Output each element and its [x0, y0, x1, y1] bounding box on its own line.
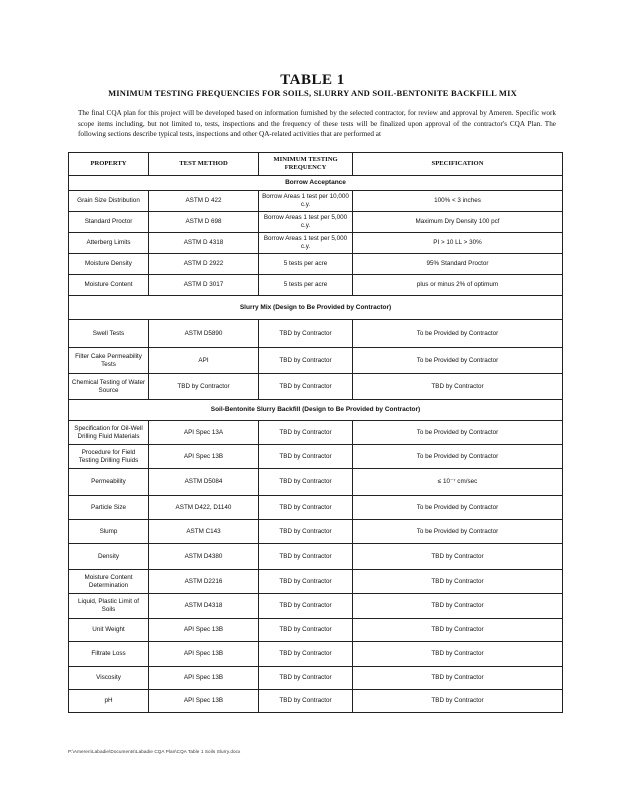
cell-method: ASTM D 4318: [149, 233, 259, 254]
cell-spec: To be Provided by Contractor: [353, 320, 563, 348]
table-row: [69, 520, 563, 544]
cell-frequency: TBD by Contractor: [259, 690, 353, 713]
table-row: [69, 348, 563, 374]
section-title: Borrow Acceptance: [69, 176, 563, 191]
cell-method: TBD by Contractor: [149, 374, 259, 400]
column-header: PROPERTY: [69, 153, 149, 176]
cell-method: ASTM D5890: [149, 320, 259, 348]
cell-property: Moisture Density: [69, 254, 149, 275]
cell-property: Specification for Oil-Well Drilling Fluid Materials: [69, 421, 149, 445]
cell-frequency: TBD by Contractor: [259, 619, 353, 642]
cell-frequency: TBD by Contractor: [259, 642, 353, 667]
cell-method: API: [149, 348, 259, 374]
cell-spec: To be Provided by Contractor: [353, 445, 563, 469]
table-row: [69, 421, 563, 445]
cell-method: ASTM D422, D1140: [149, 496, 259, 520]
cell-spec: 100% < 3 inches: [353, 191, 563, 212]
cell-method: ASTM D 422: [149, 191, 259, 212]
cell-property: Procedure for Field Testing Drilling Fluids: [69, 445, 149, 469]
section-row: [69, 400, 563, 421]
cell-frequency: 5 tests per acre: [259, 275, 353, 296]
table-row: [69, 254, 563, 275]
cell-spec: To be Provided by Contractor: [353, 496, 563, 520]
cell-method: ASTM D 3017: [149, 275, 259, 296]
cell-property: Grain Size Distribution: [69, 191, 149, 212]
table-row: [69, 619, 563, 642]
cell-property: Moisture Content: [69, 275, 149, 296]
cell-method: ASTM D 698: [149, 212, 259, 233]
cell-spec: 95% Standard Proctor: [353, 254, 563, 275]
cell-frequency: TBD by Contractor: [259, 594, 353, 619]
cell-frequency: TBD by Contractor: [259, 320, 353, 348]
cell-spec: ≤ 10⁻⁷ cm/sec: [353, 469, 563, 496]
cell-frequency: TBD by Contractor: [259, 348, 353, 374]
cell-spec: Maximum Dry Density 100 pcf: [353, 212, 563, 233]
cell-method: ASTM D 2922: [149, 254, 259, 275]
cell-property: Permeability: [69, 469, 149, 496]
cell-method: ASTM D4380: [149, 544, 259, 570]
cell-spec: TBD by Contractor: [353, 667, 563, 690]
cell-spec: plus or minus 2% of optimum: [353, 275, 563, 296]
footer-file-path: P:\Ameren\Labadie\Documents\Labadie CQA Plan\CQA Table 1 Soils Slurry.docx: [68, 749, 241, 754]
cell-frequency: TBD by Contractor: [259, 421, 353, 445]
table-row: [69, 233, 563, 254]
cell-property: Filtrate Loss: [69, 642, 149, 667]
table-row: [69, 594, 563, 619]
cell-method: ASTM D5084: [149, 469, 259, 496]
cell-method: ASTM D2216: [149, 570, 259, 594]
cell-spec: TBD by Contractor: [353, 642, 563, 667]
column-header: SPECIFICATION: [353, 153, 563, 176]
cell-spec: To be Provided by Contractor: [353, 421, 563, 445]
table-row: [69, 690, 563, 713]
cell-frequency: TBD by Contractor: [259, 469, 353, 496]
cell-frequency: TBD by Contractor: [259, 520, 353, 544]
table-row: [69, 496, 563, 520]
cell-property: Swell Tests: [69, 320, 149, 348]
cell-spec: To be Provided by Contractor: [353, 520, 563, 544]
cell-property: Standard Proctor: [69, 212, 149, 233]
section-title: Slurry Mix (Design to Be Provided by Contractor): [69, 296, 563, 320]
table-row: [69, 374, 563, 400]
cell-frequency: Borrow Areas 1 test per 5,000 c.y.: [259, 212, 353, 233]
table-row: [69, 570, 563, 594]
intro-paragraph: The final CQA plan for this project will be developed based on information furnished by the selected contractor, for review and approval by Ameren. Specific work scope items including, but not limited to, tests, inspections and the frequency of these tests will be finalized upon approval of the contractor's CQA Plan. The following sections describe typical tests, inspections and other QA-related activities that are performed at: [78, 109, 556, 138]
cell-property: Atterberg Limits: [69, 233, 149, 254]
table-title: TABLE 1: [280, 72, 345, 88]
cell-spec: TBD by Contractor: [353, 544, 563, 570]
cell-frequency: Borrow Areas 1 test per 5,000 c.y.: [259, 233, 353, 254]
column-header: TEST METHOD: [149, 153, 259, 176]
table-row: [69, 212, 563, 233]
cell-spec: TBD by Contractor: [353, 594, 563, 619]
cell-property: Liquid, Plastic Limit of Soils: [69, 594, 149, 619]
section-row: [69, 296, 563, 320]
cell-frequency: TBD by Contractor: [259, 445, 353, 469]
cell-method: API Spec 13B: [149, 642, 259, 667]
cell-frequency: TBD by Contractor: [259, 667, 353, 690]
cell-frequency: TBD by Contractor: [259, 544, 353, 570]
cell-property: Chemical Testing of Water Source: [69, 374, 149, 400]
cell-spec: TBD by Contractor: [353, 690, 563, 713]
cell-property: Moisture Content Determination: [69, 570, 149, 594]
table-row: [69, 469, 563, 496]
table-row: [69, 667, 563, 690]
testing-frequency-table: [68, 152, 563, 713]
cell-method: ASTM C143: [149, 520, 259, 544]
table-row: [69, 445, 563, 469]
cell-method: API Spec 13B: [149, 690, 259, 713]
cell-spec: To be Provided by Contractor: [353, 348, 563, 374]
cell-property: Filter Cake Permeability Tests: [69, 348, 149, 374]
cell-spec: PI > 10 LL > 30%: [353, 233, 563, 254]
table-row: [69, 544, 563, 570]
table-row: [69, 191, 563, 212]
section-row: [69, 176, 563, 191]
cell-spec: TBD by Contractor: [353, 374, 563, 400]
table-row: [69, 275, 563, 296]
section-title: Soil-Bentonite Slurry Backfill (Design to Be Provided by Contractor): [69, 400, 563, 421]
cell-method: API Spec 13B: [149, 667, 259, 690]
table-subtitle: MINIMUM TESTING FREQUENCIES FOR SOILS, SLURRY AND SOIL-BENTONITE BACKFILL MIX: [108, 88, 517, 98]
table-row: [69, 642, 563, 667]
cell-method: ASTM D4318: [149, 594, 259, 619]
cell-property: Particle Size: [69, 496, 149, 520]
cell-method: API Spec 13B: [149, 445, 259, 469]
cell-method: API Spec 13A: [149, 421, 259, 445]
cell-property: Unit Weight: [69, 619, 149, 642]
cell-property: pH: [69, 690, 149, 713]
table-row: [69, 320, 563, 348]
cell-frequency: TBD by Contractor: [259, 570, 353, 594]
cell-property: Slump: [69, 520, 149, 544]
cell-property: Viscosity: [69, 667, 149, 690]
cell-frequency: TBD by Contractor: [259, 496, 353, 520]
cell-method: API Spec 13B: [149, 619, 259, 642]
cell-frequency: 5 tests per acre: [259, 254, 353, 275]
header-row: [69, 153, 563, 176]
cell-spec: TBD by Contractor: [353, 619, 563, 642]
cell-spec: TBD by Contractor: [353, 570, 563, 594]
cell-frequency: TBD by Contractor: [259, 374, 353, 400]
column-header: MINIMUM TESTING FREQUENCY: [259, 153, 353, 176]
cell-frequency: Borrow Areas 1 test per 10,000 c.y.: [259, 191, 353, 212]
cell-property: Density: [69, 544, 149, 570]
